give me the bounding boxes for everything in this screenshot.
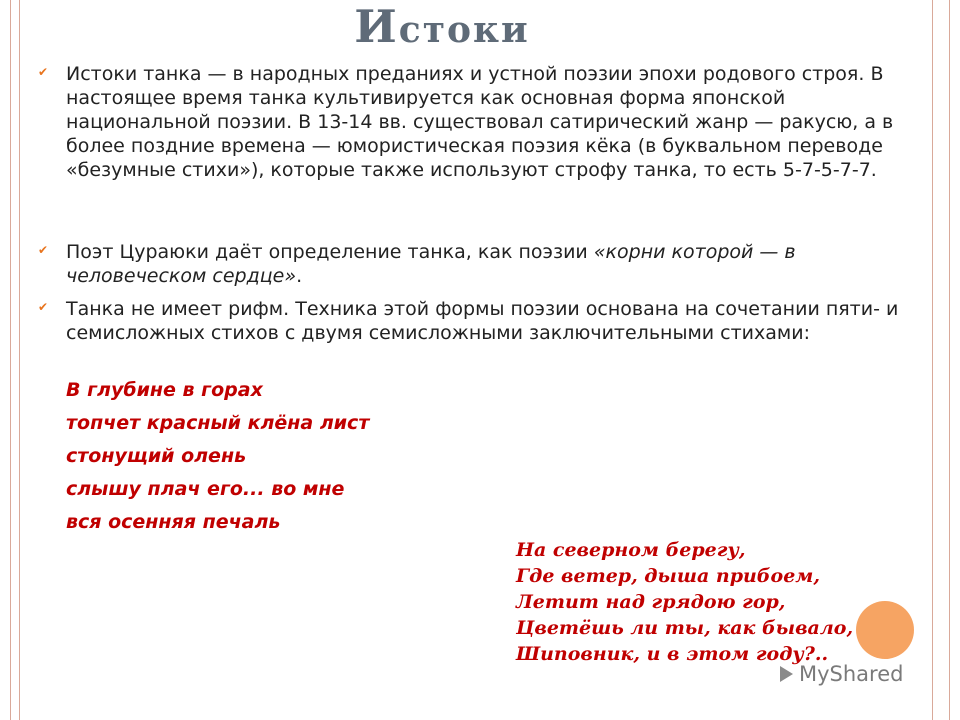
poem-line: Шиповник, и в этом году?.. <box>516 643 829 665</box>
bullet-item <box>38 297 926 345</box>
bullet-text: Танка не имеет рифм. Техника этой формы поэзии основана на сочетании пяти- и семисложных стихов с двумя семисложными заключительными стихами: <box>66 298 899 344</box>
poem-line: топчет красный клёна лист <box>66 412 370 434</box>
left-frame-border <box>10 0 20 720</box>
poem-first <box>66 374 369 539</box>
play-icon <box>780 666 793 682</box>
poem-line: Цветёшь ли ты, как бывало, <box>516 617 854 639</box>
bullet-tail: . <box>296 265 303 287</box>
title-rest: стоки <box>398 9 530 51</box>
poem-line: вся осенняя печаль <box>66 511 281 533</box>
bullet-text: Истоки танка — в народных преданиях и устной поэзии эпохи родового строя. В настоящее время танка культивируется как основная форма японской национальной поэзии. В 13-14 вв. существовал сатирический жанр — ракусю, а в более поздние времена — юмористическая поэзия кёка (в буквальном переводе «безумные стихи»), которые также используют строфу танка, то есть 5-7-5-7-7. <box>66 63 894 181</box>
watermark-text: MyShared <box>799 662 904 686</box>
bullet-item <box>38 62 926 182</box>
bullet-item <box>38 240 926 288</box>
poem-line: Летит над грядою гор, <box>516 591 786 613</box>
bullet-icon: ✔ <box>38 65 49 79</box>
poem-line: стонущий олень <box>66 445 247 467</box>
title-initial: И <box>354 0 399 53</box>
bullet-icon: ✔ <box>38 300 49 314</box>
watermark <box>780 662 903 686</box>
bullet-quote: «корни которой — в человеческом сердце» <box>66 241 796 287</box>
poem-line: слышу плач его... во мне <box>66 478 345 500</box>
right-frame-border <box>932 0 950 720</box>
bullet-text <box>66 240 926 288</box>
poem-line: В глубине в горах <box>66 379 263 401</box>
slide-title <box>0 0 884 57</box>
bullet-text-plain: Поэт Цураюки даёт определение танка, как поэзии <box>66 241 594 263</box>
poem-line: На северном берегу, <box>516 539 746 561</box>
decorative-circle <box>856 601 914 659</box>
bullet-icon: ✔ <box>38 243 49 257</box>
poem-second <box>516 537 853 667</box>
poem-line: Где ветер, дыша прибоем, <box>516 565 820 587</box>
